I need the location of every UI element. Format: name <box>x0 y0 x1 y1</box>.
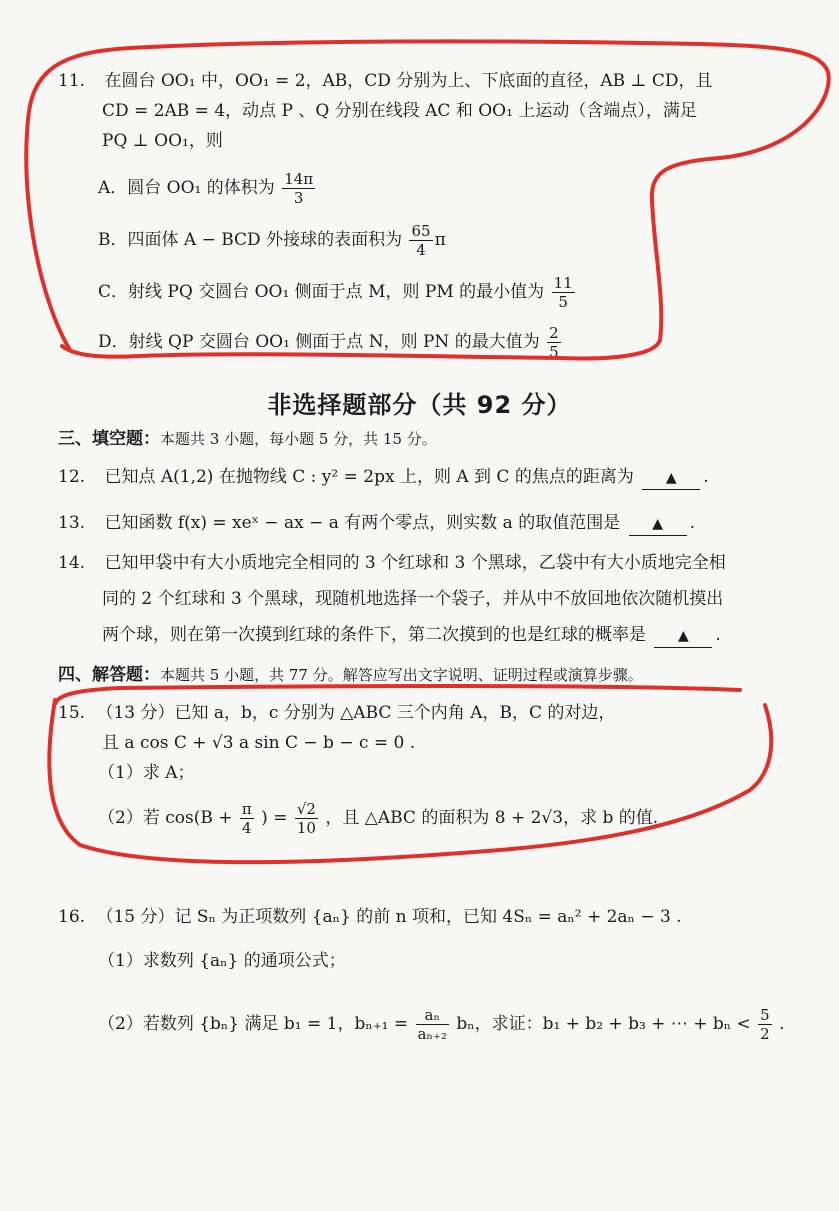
sub-question-2: （2）若 cos(B + $\frac{\pi}{4}$ ) = $\frac{√2}{10}$ ，且 △ABC 的面积为 8 + 2√3，求 b 的值. <box>98 800 659 837</box>
fraction: $\frac{14\pi}{3}$ <box>284 170 314 207</box>
sub-question-2: （2）若数列 {bₙ} 满足 b₁ = 1，bₙ₊₁ = $\frac{\text{aₙ}}{\text{aₙ₊₂}}$ bₙ，求证：b₁ + b₂ + b₃ + ⋯ + bₙ < $\frac{5}{2}$ . <box>98 1006 785 1043</box>
part3-header: 三、填空题：本题共 3 小题，每小题 5 分，共 15 分。 <box>58 429 437 449</box>
sub-question-1: （1）求 A； <box>98 763 195 783</box>
question-text: PQ ⊥ OO₁，则 <box>102 131 223 151</box>
question-12: 12. 已知点 A(1,2) 在抛物线 C : y² = 2px 上，则 A 到 C 的焦点的距离为 ▲ . <box>58 466 709 490</box>
question-number: 11. <box>58 71 86 91</box>
option-c[interactable]: C．射线 PQ 交圆台 OO₁ 侧面于点 M，则 PM 的最小值为 $\frac{11}{5}$ <box>98 274 573 311</box>
fraction: $\frac{11}{5}$ <box>553 274 573 311</box>
question-text: 在圆台 OO₁ 中，OO₁ = 2，AB，CD 分别为上、下底面的直径，AB ⊥ CD，且 <box>104 71 713 91</box>
part4-header: 四、解答题：本题共 5 小题，共 77 分。解答应写出文字说明、证明过程或演算步骤。 <box>58 665 643 685</box>
answer-blank[interactable]: ▲ <box>654 624 712 648</box>
fraction: $\frac{2}{5}$ <box>549 324 559 361</box>
exam-page: 11. 在圆台 OO₁ 中，OO₁ = 2，AB，CD 分别为上、下底面的直径，AB ⊥ CD，且 CD = 2AB = 4，动点 P 、Q 分别在线段 AC 和 OO₁ 上运动（含端点），满足 PQ ⊥ OO₁，则 A．圆台 OO₁ 的体积为 $\frac{14\pi}{3}$ B．四面体 A − BCD 外接球的表面积为 $\frac{65}{4}$ π C．射线 PQ 交圆台 OO₁ 侧面于点 M，则 PM 的最小值为 $\frac{11}{5}$ D．射线 QP 交圆台 OO₁ 侧面于点 N，则 PN 的最大值为 $\frac{2}{5}$ 非选择题部分（共 92 分） 三、填空题：本题共 3 小题，每小题 5 分，共 15 分。 12. 已知点 A(1,2) 在抛物线 C : y² = 2px 上，则 A 到 C 的焦点的距离为 ▲ . 13. 已知函数 f(x) = xeˣ − ax − a 有两个零点，则实数 a 的取值范围是 ▲ . 14. 已知甲袋中有大小质地完全相同的 3 个红球和 3 个黑球，乙袋中有大小质地完全相 同的 2 个红球和 3 个黑球，现随机地选择一个袋子，并从中不放回地依次随机摸出 两个球，则在第一次摸到红球的条件下，第二次摸到的也是红球的概率是 ▲ . 四、解答题：本题共 5 小题，共 77 分。解答应写出文字说明、证明过程或演算步骤。 15. （13 分）已知 a，b，c 分别为 △ABC 三个内角 A，B，C 的对边， 且 a cos C + √3 a sin C − b − c = 0 . （1）求 A； （2）若 cos(B + $\frac{\pi}{4}$ ) = $\frac{√2}{10}$ ，且 △ABC 的面积为 8 + 2√3，求 b 的值. 16. （15 分）记 Sₙ 为正项数列 {aₙ} 的前 n 项和，已知 4Sₙ = aₙ² + 2aₙ − 3 . （1）求数列 {aₙ} 的通项公式； （2）若数列 {bₙ} 满足 b₁ = 1，bₙ₊₁ = $\frac{\text{aₙ}}{\text{aₙ₊₂}}$ bₙ，求证：b₁ + b₂ + b₃ + ⋯ + bₙ < $\frac{5}{2}$ . <box>0 0 839 1211</box>
option-d[interactable]: D．射线 QP 交圆台 OO₁ 侧面于点 N，则 PN 的最大值为 $\frac{2}{5}$ <box>98 324 559 361</box>
answer-blank[interactable]: ▲ <box>629 512 687 536</box>
fraction: $\frac{65}{4}$ <box>411 222 431 259</box>
option-a[interactable]: A．圆台 OO₁ 的体积为 $\frac{14\pi}{3}$ <box>98 170 314 207</box>
question-text: CD = 2AB = 4，动点 P 、Q 分别在线段 AC 和 OO₁ 上运动（含端点），满足 <box>102 101 697 121</box>
question-13: 13. 已知函数 f(x) = xeˣ − ax − a 有两个零点，则实数 a 的取值范围是 ▲ . <box>58 512 695 536</box>
answer-blank[interactable]: ▲ <box>642 466 700 490</box>
section-title: 非选择题部分（共 92 分） <box>267 391 572 419</box>
option-b[interactable]: B．四面体 A − BCD 外接球的表面积为 $\frac{65}{4}$ π <box>98 222 446 259</box>
sub-question-1: （1）求数列 {aₙ} 的通项公式； <box>98 951 346 971</box>
